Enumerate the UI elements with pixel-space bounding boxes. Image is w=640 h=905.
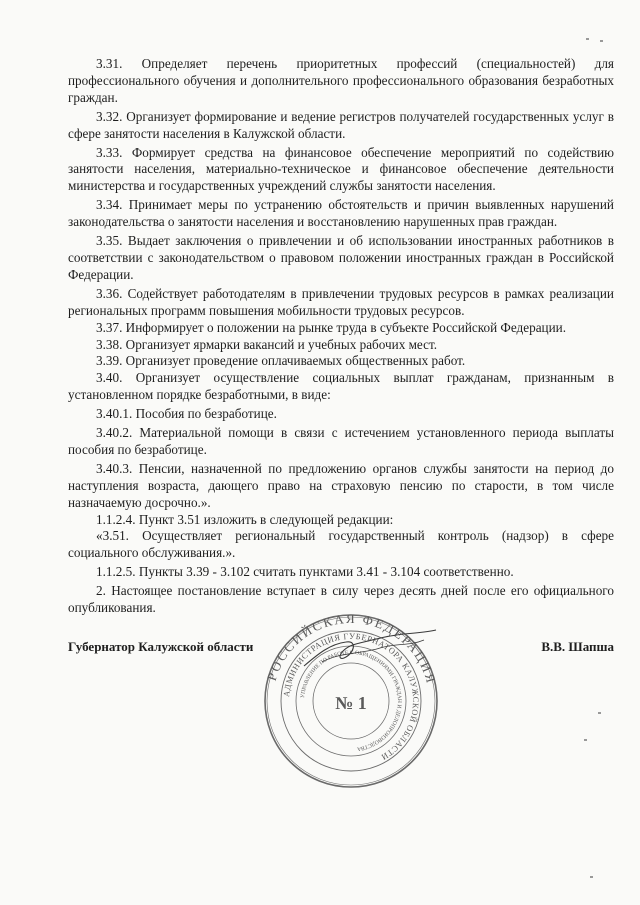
paragraph-3-31: 3.31. Определяет перечень приоритетных профессий (специальностей) для профессионального обучения и дополнительного профессионального образования безработных граждан. — [68, 56, 614, 105]
paragraph-3-40-1: 3.40.1. Пособия по безработице. — [96, 406, 277, 422]
scan-speck — [590, 876, 593, 878]
paragraph-3-40-3: 3.40.3. Пенсии, назначенной по предложению органов службы занятости на период до наступления возраста, дающего право на страховую пенсию по старости, в том числе назначаемую досрочно.». — [68, 460, 614, 510]
scan-speck — [598, 712, 601, 714]
seal-number: № 1 — [335, 693, 367, 713]
document-body — [68, 56, 614, 617]
paragraph-2-effective: 2. Настоящее постановление вступает в силу через десять дней после его официального опубликования. — [68, 583, 614, 616]
paragraph-3-39: 3.39. Организует проведение оплачиваемых общественных работ. — [96, 353, 466, 369]
paragraph-3-34: 3.34. Принимает меры по устранению обстоятельств и причин выявленных нарушений законодательства о занятости населения и восстановлению нарушенных прав граждан. — [68, 197, 614, 230]
signatory-name: В.В. Шапша — [541, 639, 614, 654]
seal-inner-text: УПРАВЛЕНИЕ ПО РАБОТЕ С ОБРАЩЕНИЯМИ ГРАЖДАН И ДЕЛОПРОИЗВОДСТВА — [300, 649, 403, 752]
paragraph-3-51-new: «3.51. Осуществляет региональный государственный контроль (надзор) в сфере социального обслуживания.». — [68, 528, 614, 561]
paragraph-3-35: 3.35. Выдает заключения о привлечении и об использовании иностранных работников в соответствии с законодательством о правовом положении иностранных граждан в Российской Федерации. — [68, 233, 614, 282]
paragraph-1-1-2-4: 1.1.2.4. Пункт 3.51 изложить в следующей редакции: — [96, 511, 394, 527]
handwritten-signature — [300, 624, 440, 674]
paragraph-3-38: 3.38. Организует ярмарки вакансий и учебных рабочих мест. — [96, 336, 438, 352]
scan-speck — [600, 40, 603, 42]
paragraph-3-36: 3.36. Содействует работодателям в привлечении трудовых ресурсов в рамках реализации региональных программ повышения мобильности трудовых ресурсов. — [68, 285, 614, 318]
scan-speck — [586, 38, 589, 40]
paragraph-3-40-2: 3.40.2. Материальной помощи в связи с истечением установленного периода выплаты пособия по безработице. — [68, 425, 614, 457]
seal-mid-text: АДМИНИСТРАЦИЯ ГУБЕРНАТОРА КАЛУЖСКОЙ ОБЛАСТИ — [282, 631, 421, 762]
paragraph-1-1-2-5: 1.1.2.5. Пункты 3.39 - 3.102 считать пунктами 3.41 - 3.104 соответственно. — [96, 564, 514, 580]
paragraph-3-37: 3.37. Информирует о положении на рынке труда в субъекте Российской Федерации. — [96, 319, 567, 335]
paragraph-3-32: 3.32. Организует формирование и ведение регистров получателей государственных услуг в сфере занятости населения в Калужской области. — [68, 108, 614, 141]
seal-outer-text: РОССИЙСКАЯ ФЕДЕРАЦИЯ — [263, 612, 440, 687]
signature-title: Губернатор Калужской области — [68, 639, 254, 654]
paragraph-3-40: 3.40. Организует осуществление социальных выплат гражданам, признанным в установленном порядке безработными, в виде: — [68, 370, 614, 403]
paragraph-3-33: 3.33. Формирует средства на финансовое обеспечение мероприятий по содействию занятости населения, материально-техническое и финансовое обеспечение деятельности министерства и государственных учреждений службы занятости населения. — [68, 144, 614, 194]
scan-speck — [584, 739, 587, 741]
